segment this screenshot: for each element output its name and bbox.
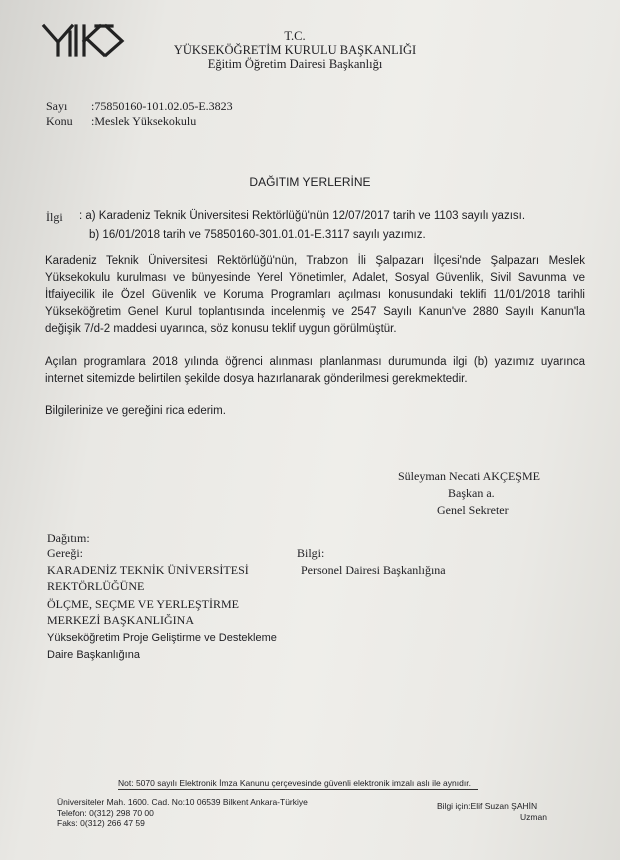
yok-logo bbox=[40, 22, 130, 58]
konu-label: Konu bbox=[46, 114, 73, 128]
paragraph-line: Yükseköğretim Genel Kurul toplantısında incelenmiş ve 2547 Sayılı Kanun've 2880 Sayılı Kanun'la bbox=[45, 306, 585, 318]
header-institution: YÜKSEKÖĞRETİM KURULU BAŞKANLIĞI bbox=[173, 43, 417, 57]
paragraph-line: Karadeniz Teknik Üniversitesi Rektörlüğü'nün, Trabzon İli Şalpazarı İlçesi'nde Şalpazarı Meslek bbox=[45, 255, 585, 267]
paragraph-line: İtfaiyecilik ile Özel Güvenlik ve Koruma Programları açılması konusundaki teklifi 11/01/2018 tarihli bbox=[45, 289, 585, 301]
info-recipient-item: Personel Dairesi Başkanlığına bbox=[301, 563, 446, 577]
bilgi-label: Bilgi: bbox=[297, 546, 325, 560]
footer-fax: Faks: 0(312) 266 47 59 bbox=[57, 818, 145, 828]
footer-note: Not: 5070 sayılı Elektronik İmza Kanunu çerçevesinde güvenli elektronik imzalı aslı ile aynıdır. bbox=[118, 778, 471, 788]
signatory-name: Süleyman Necati AKÇEŞME bbox=[398, 469, 540, 483]
recipient-item: Yükseköğretim Proje Geliştirme ve Destekleme bbox=[47, 632, 277, 644]
distribution-label: Dağıtım: bbox=[47, 531, 90, 545]
sayi-label: Sayı bbox=[46, 99, 68, 113]
footer-address: Üniversiteler Mah. 1600. Cad. No:10 06539 Bilkent Ankara-Türkiye bbox=[57, 797, 308, 807]
header-department: Eğitim Öğretim Dairesi Başkanlığı bbox=[207, 57, 383, 71]
ilgi-b: b) 16/01/2018 tarih ve 75850160-301.01.01-E.3117 sayılı yazımız. bbox=[89, 229, 426, 241]
recipient-item: ÖLÇME, SEÇME VE YERLEŞTİRME bbox=[47, 597, 240, 611]
paragraph-line: Yüksekokulu kurulması ve bünyesinde Yerel Yönetimler, Adalet, Sosyal Güvenlik, Sivil Savunma ve bbox=[45, 272, 585, 284]
paragraph-line: değişik 7/d-2 maddesi uyarınca, söz konusu teklif uygun görülmüştür. bbox=[45, 323, 397, 335]
paragraph-line: internet sitemizde belirtilen şekilde dosya hazırlanarak gönderilmesi gerekmektedir. bbox=[45, 373, 468, 385]
gereği-label: Gereği: bbox=[47, 546, 83, 560]
footer-contact: Bilgi için:Elif Suzan ŞAHİN bbox=[437, 801, 538, 811]
ilgi-label: İlgi bbox=[46, 210, 63, 224]
body-paragraph-2 bbox=[45, 354, 585, 388]
signatory-title-1: Başkan a. bbox=[448, 486, 495, 500]
recipient-item: KARADENİZ TEKNİK ÜNİVERSİTESİ bbox=[47, 563, 249, 577]
konu-value: :Meslek Yüksekokulu bbox=[91, 114, 197, 128]
recipient-item: Daire Başkanlığına bbox=[47, 649, 140, 661]
body-paragraph-3: Bilgilerinize ve gereğini rica ederim. bbox=[45, 405, 226, 417]
recipient-item: REKTÖRLÜĞÜNE bbox=[47, 579, 145, 593]
footer-contact-title: Uzman bbox=[520, 812, 547, 822]
distribution-title: DAĞITIM YERLERİNE bbox=[249, 175, 371, 189]
header-country: T.C. bbox=[284, 29, 306, 43]
ilgi-a: : a) Karadeniz Teknik Üniversitesi Rektörlüğü'nün 12/07/2017 tarih ve 1103 sayılı yazısı. bbox=[79, 210, 526, 222]
sayi-value: :75850160-101.02.05-E.3823 bbox=[91, 99, 233, 113]
footer-divider bbox=[118, 789, 478, 790]
body-paragraph-1 bbox=[45, 253, 585, 338]
recipient-item: MERKEZİ BAŞKANLIĞINA bbox=[47, 613, 194, 627]
footer-phone: Telefon: 0(312) 298 70 00 bbox=[57, 808, 154, 818]
paragraph-line: Açılan programlara 2018 yılında öğrenci alınması planlanması durumunda ilgi (b) yazımız uyarınca bbox=[45, 356, 585, 368]
signatory-title-2: Genel Sekreter bbox=[437, 503, 509, 517]
